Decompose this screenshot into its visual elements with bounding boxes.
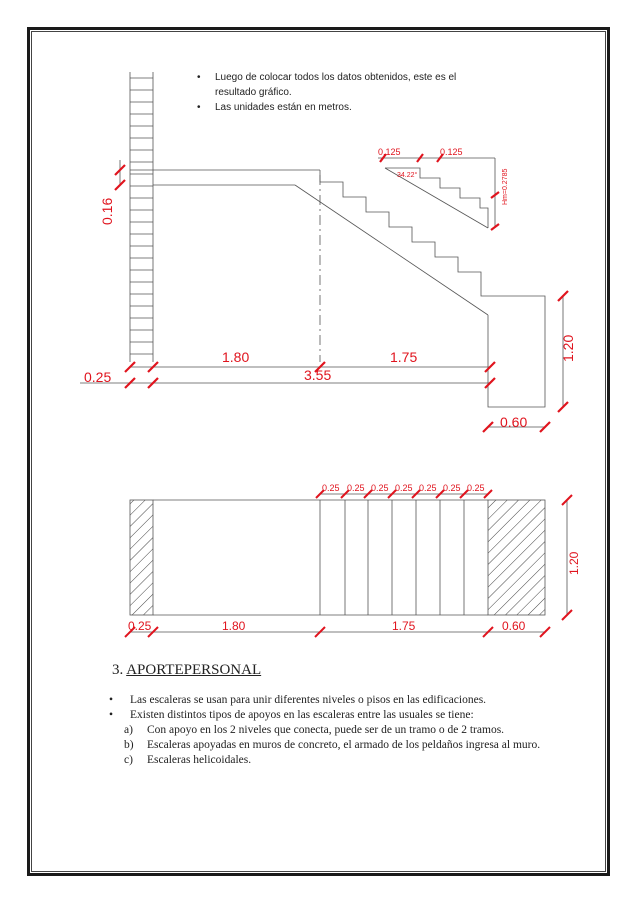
- section-title: APORTEPERSONAL: [126, 662, 262, 678]
- dim-span-1: 1.80: [222, 349, 250, 365]
- bullet-dot: •: [197, 72, 201, 83]
- sub-item-label: b): [124, 739, 134, 751]
- plan-step-width: 0.25: [347, 483, 365, 493]
- detail-tread-1: 0.125: [378, 147, 401, 157]
- dim-height: 1.20: [560, 334, 576, 362]
- list-item-text: Las escaleras se usan para unir diferentes niveles o pisos en las edificaciones.: [130, 694, 487, 706]
- sub-item-label: a): [124, 724, 133, 736]
- sub-item-text: Con apoyo en los 2 niveles que conecta, puede ser de un tramo o de 2 tramos.: [147, 724, 505, 736]
- bullet-dot: •: [197, 102, 201, 113]
- section-number: 3.: [112, 662, 124, 678]
- dim-left-bottom: 0.25: [84, 369, 112, 385]
- plan-step-width: 0.25: [443, 483, 461, 493]
- section-body: [107, 693, 577, 768]
- plan-dim-left: 0.25: [128, 619, 152, 633]
- stair-elevation-drawing: [0, 0, 638, 450]
- list-item-text: Existen distintos tipos de apoyos en las escaleras entre las usuales se tiene:: [130, 709, 474, 721]
- plan-step-width: 0.25: [322, 483, 340, 493]
- detail-riser: Hm=0.2785: [502, 168, 509, 205]
- bullet-text: Las unidades están en metros.: [215, 102, 352, 113]
- dim-left-vertical: 0.16: [99, 197, 115, 225]
- sub-item: [107, 738, 577, 753]
- bullet-text: Luego de colocar todos los datos obtenidos, este es el resultado gráfico.: [215, 72, 457, 98]
- detail-tread-2: 0.125: [440, 147, 463, 157]
- bullet-dot: •: [109, 694, 114, 706]
- detail-angle: 34.22°: [397, 172, 418, 179]
- sub-item-text: Escaleras apoyadas en muros de concreto, el armado de los peldaños ingresa al muro.: [147, 739, 541, 751]
- plan-dim-mid: 1.80: [222, 619, 246, 633]
- plan-step-width: 0.25: [419, 483, 437, 493]
- stair-plan-drawing: [0, 470, 638, 650]
- list-item: [107, 693, 577, 708]
- dim-span-2: 1.75: [390, 349, 418, 365]
- plan-step-width: 0.25: [395, 483, 413, 493]
- plan-step-width: 0.25: [467, 483, 485, 493]
- list-item: [107, 708, 577, 723]
- sub-item: [107, 723, 577, 738]
- plan-dim-steps: 1.75: [392, 619, 416, 633]
- plan-step-width: 0.25: [371, 483, 389, 493]
- sub-item-text: Escaleras helicoidales.: [147, 754, 252, 766]
- sub-item: [107, 753, 577, 768]
- section-heading: [112, 662, 261, 679]
- sub-item-label: c): [124, 754, 133, 766]
- dim-total: 3.55: [304, 367, 332, 383]
- plan-dim-height: 1.20: [567, 551, 581, 575]
- bullet-dot: •: [109, 709, 114, 721]
- dim-landing: 0.60: [500, 414, 528, 430]
- plan-dim-right: 0.60: [502, 619, 526, 633]
